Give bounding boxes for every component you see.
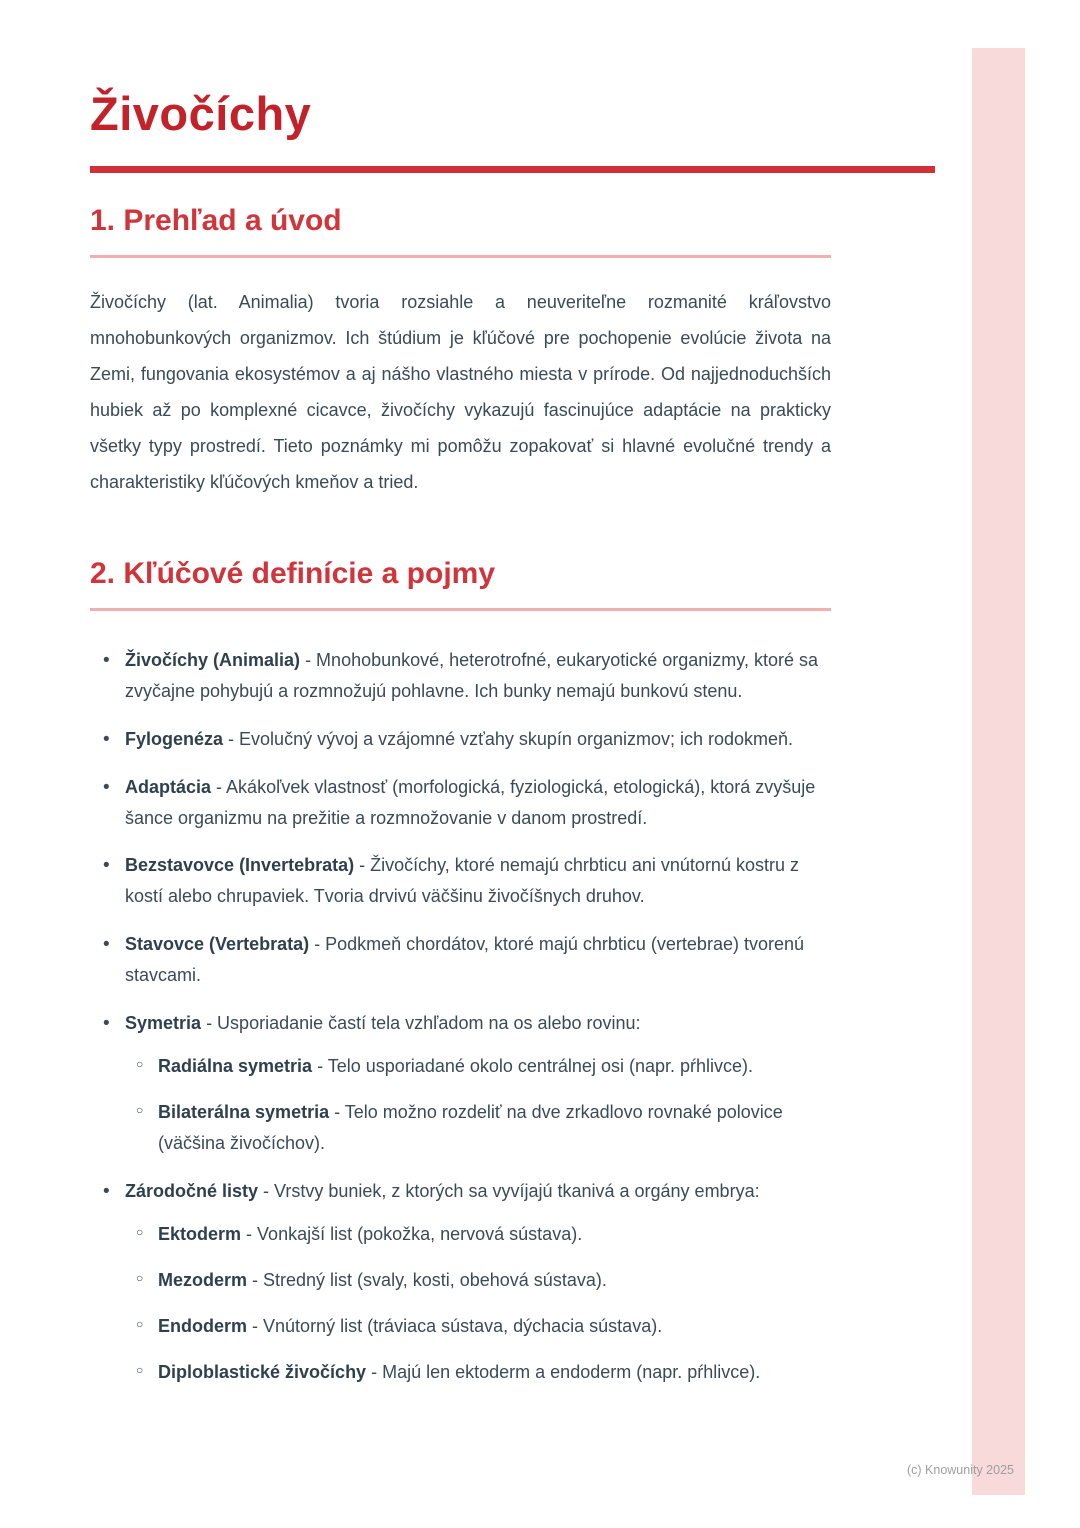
definition-term: Stavovce (Vertebrata) — [125, 934, 310, 955]
section-heading-definitions: 2. Kľúčové definície a pojmy — [90, 556, 831, 611]
page-content — [90, 0, 831, 1405]
definition-description: - Majú len ektoderm a endoderm (napr. pŕhlivce). — [371, 1361, 761, 1382]
definition-description: - Stredný list (svaly, kosti, obehová sústava). — [252, 1269, 607, 1290]
definition-term: Endoderm — [158, 1315, 248, 1336]
right-accent-stripe — [972, 48, 1025, 1495]
definition-term: Zárodočné listy — [125, 1181, 259, 1202]
definition-description: - Mnohobunkové, heterotrofné, eukaryotické organizmy, ktoré sa zvyčajne pohybujú a rozmnožujú pohlavne. Ich bunky nemajú bunkovú stenu. — [125, 649, 818, 701]
definition-term: Živočíchy (Animalia) — [125, 649, 301, 670]
sub-definition-item-mezoderm — [125, 1265, 831, 1296]
definition-description: - Akákoľvek vlastnosť (morfologická, fyziologická, etologická), ktorá zvyšuje šance organizmu na prežitie a rozmnožovanie v danom prostredí. — [125, 776, 816, 828]
definition-item-zarodocne-listy — [90, 1176, 831, 1388]
definition-description: - Vrstvy buniek, z ktorých sa vyvíjajú tkanivá a orgány embrya: — [263, 1181, 760, 1202]
definition-item-animalia — [90, 645, 831, 707]
definition-description: - Živočíchy, ktoré nemajú chrbticu ani vnútornú kostru z kostí alebo chrupaviek. Tvoria drvivú väčšinu živočíšnych druhov. — [125, 855, 799, 907]
title-divider-rule — [90, 166, 935, 173]
definition-term: Bilaterálna symetria — [158, 1102, 330, 1123]
definition-term: Mezoderm — [158, 1269, 248, 1290]
section-heading-overview: 1. Prehľad a úvod — [90, 203, 831, 258]
definitions-list — [90, 645, 831, 1388]
sub-definition-item-bilateralna — [125, 1097, 831, 1159]
definition-term: Adaptácia — [125, 776, 212, 797]
definition-term: Symetria — [125, 1013, 202, 1034]
zarodocne-listy-sublist — [125, 1219, 831, 1388]
definition-description: - Telo usporiadané okolo centrálnej osi (napr. pŕhlivce). — [317, 1056, 754, 1077]
definition-description: - Evolučný vývoj a vzájomné vzťahy skupín organizmov; ich rodokmeň. — [228, 728, 794, 749]
definition-description: - Podkmeň chordátov, ktoré majú chrbticu (vertebrae) tvorenú stavcami. — [125, 934, 804, 986]
definition-description: - Usporiadanie častí tela vzhľadom na os alebo rovinu: — [206, 1013, 641, 1034]
definition-term: Diploblastické živočíchy — [158, 1361, 367, 1382]
definition-term: Fylogenéza — [125, 728, 224, 749]
definition-term: Ektoderm — [158, 1224, 242, 1245]
definition-term: Radiálna symetria — [158, 1056, 313, 1077]
sub-definition-item-ektoderm — [125, 1219, 831, 1250]
definition-description: - Vonkajší list (pokožka, nervová sústava). — [246, 1224, 583, 1245]
copyright-footer: (c) Knowunity 2025 — [906, 1463, 1014, 1477]
definition-term: Bezstavovce (Invertebrata) — [125, 855, 355, 876]
definition-item-bezstavovce — [90, 850, 831, 912]
intro-paragraph: Živočíchy (lat. Animalia) tvoria rozsiahle a neuveriteľne rozmanité kráľovstvo mnohobunkových organizmov. Ich štúdium je kľúčové pre pochopenie evolúcie života na Zemi, fungovania ekosystémov a aj nášho vlastného miesta v prírode. Od najjednoduchších hubiek až po komplexné cicavce, živočíchy vykazujú fascinujúce adaptácie na prakticky všetky typy prostredí. Tieto poznámky mi pomôžu zopakovať si hlavné evolučné trendy a charakteristiky kľúčových kmeňov a tried. — [90, 291, 831, 492]
definition-item-fylogeneza — [90, 724, 831, 755]
symetria-sublist — [125, 1051, 831, 1159]
definition-description: - Telo možno rozdeliť na dve zrkadlovo rovnaké polovice (väčšina živočíchov). — [158, 1102, 783, 1154]
sub-definition-item-endoderm — [125, 1311, 831, 1342]
definition-item-symetria — [90, 1008, 831, 1159]
sub-definition-item-radialna — [125, 1051, 831, 1082]
definition-description: - Vnútorný list (tráviaca sústava, dýchacia sústava). — [252, 1315, 663, 1336]
page-title: Živočíchy — [90, 87, 312, 140]
definition-item-stavovce — [90, 929, 831, 991]
sub-definition-item-diploblasticke — [125, 1357, 831, 1388]
definition-item-adaptacia — [90, 772, 831, 834]
